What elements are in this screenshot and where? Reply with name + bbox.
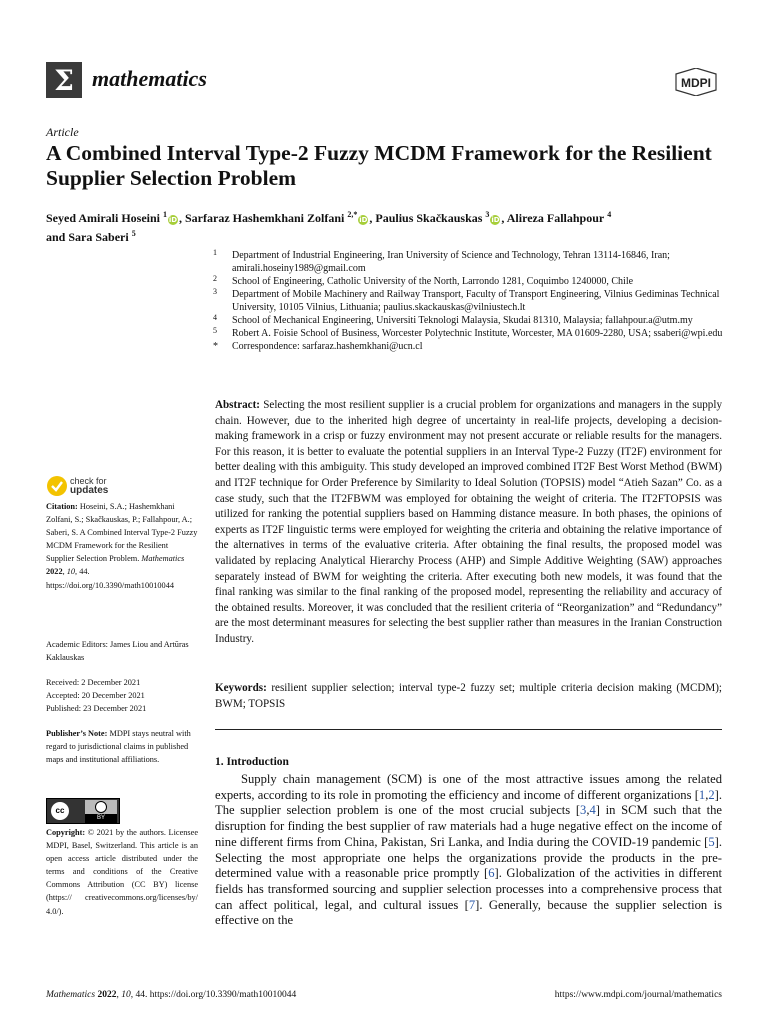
citation-link[interactable]: 4 xyxy=(589,803,596,818)
journal-header xyxy=(46,62,722,98)
citation-link[interactable]: 1 xyxy=(698,787,706,802)
intro-paragraph: Supply chain management (SCM) is one of the most attractive issues among the related experts, according to its role in promoting the efficiency and income of different organizations [1,2]. The supplier selection problem is one of the most crucial subjects [3,4] in SCM such that the disruption for finding the best supplier of raw materials had a huge negative effect on the income of nine different firms from China, Pakistan, Sri Lanka, and India during the COVID-19 pandemic [5]. Selecting the most appropriate one helps the organizations provide the products in the pre-determined value with a reasonable price promptly [6]. Globalization of the activities in different fields has transformed sourcing and supplier selection processes into a comprehensive process that can affect political, legal, and cultural issues [7]. Generally, because the supplier selection is effective on the xyxy=(215,772,723,928)
author-name[interactable]: Seyed Amirali Hoseini xyxy=(46,211,160,225)
affiliation-item: 4 School of Mechanical Engineering, Universiti Teknologi Malaysia, Skudai 81310, Malaysia; fallahpour.a@utm.my xyxy=(213,313,693,326)
page-title: A Combined Interval Type-2 Fuzzy MCDM Framework for the Resilient Supplier Selection Problem xyxy=(46,141,712,190)
author-name[interactable]: Sarfaraz Hashemkhani Zolfani xyxy=(185,211,345,225)
section-heading: 1. Introduction xyxy=(215,756,289,768)
orcid-icon[interactable]: iD xyxy=(359,216,368,224)
keywords xyxy=(215,681,722,712)
citation-link[interactable]: 5 xyxy=(708,834,715,849)
cc-by-license-icon[interactable]: cc BY xyxy=(46,798,120,824)
journal-logo-icon: Σ xyxy=(46,62,82,98)
affiliation-item: 3 Department of Mobile Machinery and Railway Transport, Faculty of Transport Engineering, Vilnius Gediminas Technical University, 10105 Vilnius, Lithuania; paulius.skackauskas@vilniustech.lt xyxy=(213,287,720,313)
citation-link[interactable]: 6 xyxy=(488,866,495,881)
affiliation-item: 5 Robert A. Foisie School of Business, Worcester Polytechnic Institute, Worcester, MA 01609-2280, USA; ssaberi@wpi.edu xyxy=(213,326,723,339)
received-date: Received: 2 December 2021 xyxy=(46,678,141,687)
affiliation-item: 2 School of Engineering, Catholic University of the North, Larrondo 1281, Coquimbo 1240000, Chile xyxy=(213,274,634,287)
citation-link[interactable]: 7 xyxy=(468,897,476,912)
publishers-note: Publisher’s Note: MDPI stays neutral with regard to jurisdictional claims in published maps and institutional affiliations. xyxy=(46,729,191,765)
check-updates-icon xyxy=(46,475,68,497)
accepted-date: Accepted: 20 December 2021 xyxy=(46,691,145,701)
keywords-label: Keywords: xyxy=(215,682,267,694)
academic-editors: Academic Editors: James Liou and Artūras Kaklauskas xyxy=(46,640,189,663)
publisher-name: MDPI xyxy=(681,76,711,90)
author-name[interactable]: Paulius Skačkauskas xyxy=(375,211,483,225)
citation-block: Citation: Hoseini, S.A.; Hashemkhani Zolfani, S.; Skačkauskas, P.; Fallahpour, A.; Saberi, S. A Combined Interval Type-2 Fuzzy MCDM Framework for the Resilient Supplier Selection Problem. Mathematics 2022, 10, 44. https://doi.org/10.3390/math10010044 xyxy=(46,502,198,590)
article-type: Article xyxy=(46,125,79,139)
citation-link[interactable]: 3 xyxy=(580,803,587,818)
copyright-block: Copyright: © 2021 by the authors. Licensee MDPI, Basel, Switzerland. This article is an open access article distributed under the terms and conditions of the Creative Commons Attribution (CC BY) license (https:// creativecommons.org/licenses/by/ 4.0/). xyxy=(46,828,199,916)
section-divider xyxy=(215,729,722,730)
author-name[interactable]: Alireza Fallahpour xyxy=(506,211,605,225)
published-date: Published: 23 December 2021 xyxy=(46,704,147,714)
affiliations xyxy=(213,249,723,353)
affiliation-item: 1 Department of Industrial Engineering, Iran University of Science and Technology, Tehran 13114-16846, Iran; amirali.hoseiny1989@gmail.com xyxy=(213,248,670,274)
check-for-updates-badge[interactable]: check for updates xyxy=(46,475,166,499)
footer-url[interactable]: https://www.mdpi.com/journal/mathematics xyxy=(554,990,722,1000)
abstract-label: Abstract: xyxy=(215,399,260,411)
orcid-icon[interactable]: iD xyxy=(491,216,500,224)
mdpi-logo-icon[interactable] xyxy=(670,68,722,96)
dates-block xyxy=(46,676,198,715)
footer-citation: Mathematics 2022, 10, 44. https://doi.org/10.3390/math10010044 xyxy=(46,990,297,1000)
correspondence: * Correspondence: sarfaraz.hashemkhani@ucn.cl xyxy=(213,341,423,352)
abstract-text: Selecting the most resilient supplier is a crucial problem for organizations and managers in the supply chain. However, due to the inherited high degree of uncertainty in real-life projects, developing a decision-making framework in a crisp or fuzzy environment may not present accurate or reliable results for the managers. For this reason, it is better to evaluate the potential suppliers in an Interval Type-2 Fuzzy (IT2F) environment for better dealing with this ambiguity. This study developed an improved combined IT2F Best Worst Method (BWM) and IT2F technique for Order Preference by Similarity to Ideal Solution (TOPSIS) model “Atieh Sazan” Co. as a case study, such that the IT2FBWM was employed for obtaining the weight of criteria. The IT2FTOPSIS was utilized for ranking the potential suppliers based on Hamming distance measure. In both phases, the opinions of experts as IT2F linguistic terms were employed for weighting the criteria and obtaining the relative importance of the alternatives in terms of the evaluative criteria. After obtaining the final results, the proposed model was validated by replacing Analytical Hierarchy Process (AHP) and Simple Additive Weighting (SAW) approaches separately instead of BWM for weighting the criteria. After executing both new models, it was found that the final ranking was similar to the final ranking of the proposed model, representing the reliability and accuracy of the obtained results. Moreover, it was concluded that the resilient criteria of “Reorganization” and “Redundancy” are the most determinant measures for selecting the best supplier rather than measures in the Iranian Construction Industry. xyxy=(215,399,722,645)
person-icon xyxy=(95,801,107,813)
author-name[interactable]: Sara Saberi xyxy=(68,230,129,244)
orcid-icon[interactable]: iD xyxy=(168,216,178,224)
citation-link[interactable]: 2 xyxy=(708,787,715,802)
abstract xyxy=(215,398,722,648)
journal-name: mathematics xyxy=(92,66,207,91)
keywords-text: resilient supplier selection; interval type-2 fuzzy set; multiple criteria decision making (MCDM); BWM; TOPSIS xyxy=(215,682,722,710)
author-list: Seyed Amirali Hoseini $^1$iD , Sarfaraz Hashemkhani Zolfani $^{2,*}$iD , Paulius Skačkauskas $^3$iD , Alireza Fallahpour $^4$ and Sara Saberi $^5$ xyxy=(46,210,612,244)
